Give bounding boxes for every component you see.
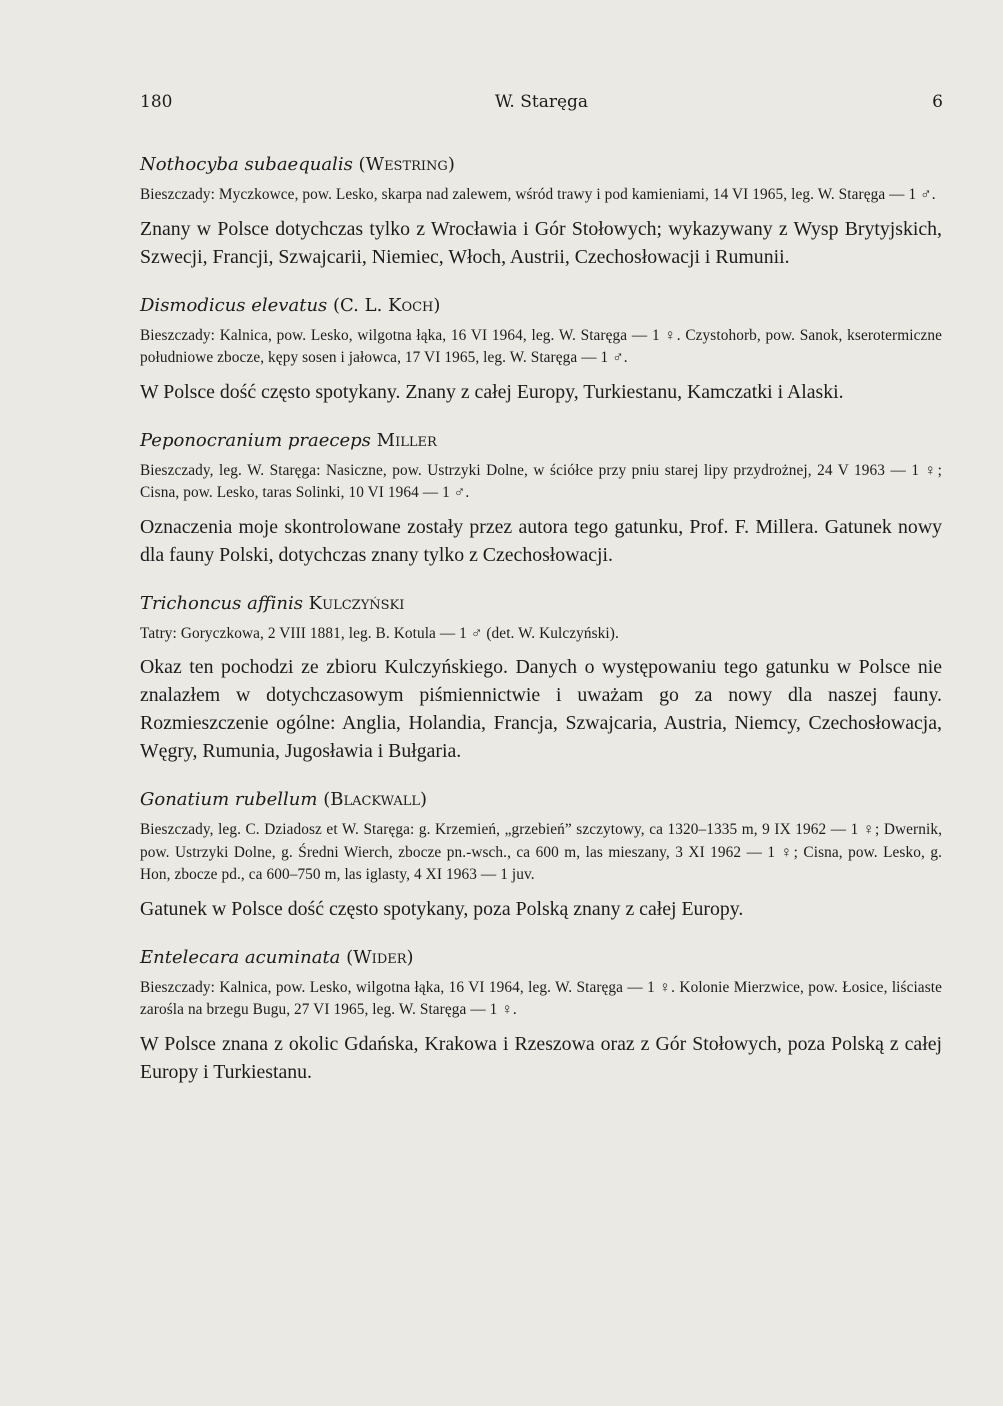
species-comment: Znany w Polsce dotychczas tylko z Wrocławia i Gór Stołowych; wykazywany z Wysp Brytyjskich, Szwecji, Francji, Szwajcarii, Niemiec, Włoch, Austrii, Czechosłowacji i Rumunii. — [140, 217, 942, 268]
species-heading — [140, 293, 942, 319]
species-name: Gonatium rubellum — [140, 789, 318, 810]
species-entry — [140, 787, 942, 923]
species-name: Peponocranium praeceps — [140, 429, 371, 451]
species-heading — [140, 787, 942, 813]
species-comment: Oznaczenia moje skontrolowane zostały przez autora tego gatunku, Prof. F. Millera. Gatunek nowy dla fauny Polski, dotychczas znany tylko z Czechosłowacji. — [140, 515, 942, 566]
species-entry — [140, 945, 942, 1086]
running-title: W. Staręga — [494, 92, 589, 112]
species-entry — [140, 428, 942, 569]
species-comment: Okaz ten pochodzi ze zbioru Kulczyńskiego. Danych o występowaniu tego gatunku w Polsce nie znalazłem w dotychczasowym piśmiennictwie i uważam go za nowy dla naszej fauny. Rozmieszczenie ogólne: Anglia, Holandia, Francja, Szwajcaria, Austria, Niemcy, Czechosłowacja, Węgry, Rumunia, Jugosławia i Bułgaria. — [140, 656, 942, 762]
species-entry — [140, 152, 942, 271]
species-entry — [140, 591, 942, 766]
species-comment: W Polsce dość często spotykany. Znany z całej Europy, Turkiestanu, Kamczatki i Alaski. — [140, 380, 844, 403]
species-comment: W Polsce znana z okolic Gdańska, Krakowa i Rzeszowa oraz z Gór Stołowych, poza Polską z całej Europy i Turkiestanu. — [140, 1032, 942, 1083]
species-heading — [140, 428, 942, 454]
species-author: (Wider) — [346, 946, 414, 968]
species-heading — [140, 591, 942, 617]
species-name: Trichoncus affinis — [140, 592, 303, 614]
specimen-record: Tatry: Goryczkowa, 2 VIII 1881, leg. B. Kotula — 1 ♂ (det. W. Kulczyński). — [140, 624, 619, 642]
species-author: (C. L. Koch) — [333, 294, 441, 316]
species-author: (Westring) — [358, 154, 455, 175]
species-heading — [140, 945, 942, 971]
species-author: Miller — [376, 429, 437, 451]
species-heading — [140, 152, 942, 178]
species-author: Kulczyński — [308, 592, 405, 614]
species-name: Nothocyba subaequalis — [140, 154, 353, 175]
species-entry — [140, 293, 942, 406]
species-name: Dismodicus elevatus — [140, 294, 328, 316]
specimen-record: Bieszczady: Kalnica, pow. Lesko, wilgotna łąka, 16 VI 1964, leg. W. Staręga — 1 ♀. Kolonie Mierzwice, pow. Łosice, liściaste zarośla na brzegu Bugu, 27 VI 1965, leg. W. Staręga — 1 ♀. — [140, 978, 942, 1018]
page-number: 180 — [140, 92, 173, 112]
specimen-record: Bieszczady: Kalnica, pow. Lesko, wilgotna łąka, 16 VI 1964, leg. W. Staręga — 1 ♀. Czystohorb, pow. Sanok, kserotermiczne południowe zbocze, kępy sosen i jałowca, 17 VI 1965, leg. W. Staręga — 1 ♂. — [140, 326, 942, 366]
specimen-record: Bieszczady: Myczkowce, pow. Lesko, skarpa nad zalewem, wśród trawy i pod kamieniami, 14 VI 1965, leg. W. Staręga — 1 ♂. — [140, 186, 936, 203]
species-comment: Gatunek w Polsce dość często spotykany, poza Polską znany z całej Europy. — [140, 897, 744, 920]
specimen-record: Bieszczady, leg. C. Dziadosz et W. Staręga: g. Krzemień, „grzebień” szczytowy, ca 1320–1335 m, 9 IX 1962 — 1 ♀; Dwernik, pow. Ustrzyki Dolne, g. Średni Wierch, zbocze pn.-wsch., ca 600 m, las mieszany, 3 XI 1962 — 1 ♀; Cisna, pow. Lesko, g. Hon, zbocze pd., ca 600–750 m, las iglasty, 4 XI 1963 — 1 juv. — [140, 821, 942, 883]
specimen-record: Bieszczady, leg. W. Staręga: Nasiczne, pow. Ustrzyki Dolne, w ściółce przy pniu starej lipy przydrożnej, 24 V 1963 — 1 ♀; Cisna, pow. Lesko, taras Solinki, 10 VI 1964 — 1 ♂. — [140, 461, 942, 501]
page-header — [140, 92, 943, 122]
main-text — [140, 152, 942, 1108]
species-author: (Blackwall) — [323, 789, 428, 810]
species-name: Entelecara acuminata — [140, 946, 341, 968]
section-number: 6 — [932, 92, 943, 112]
